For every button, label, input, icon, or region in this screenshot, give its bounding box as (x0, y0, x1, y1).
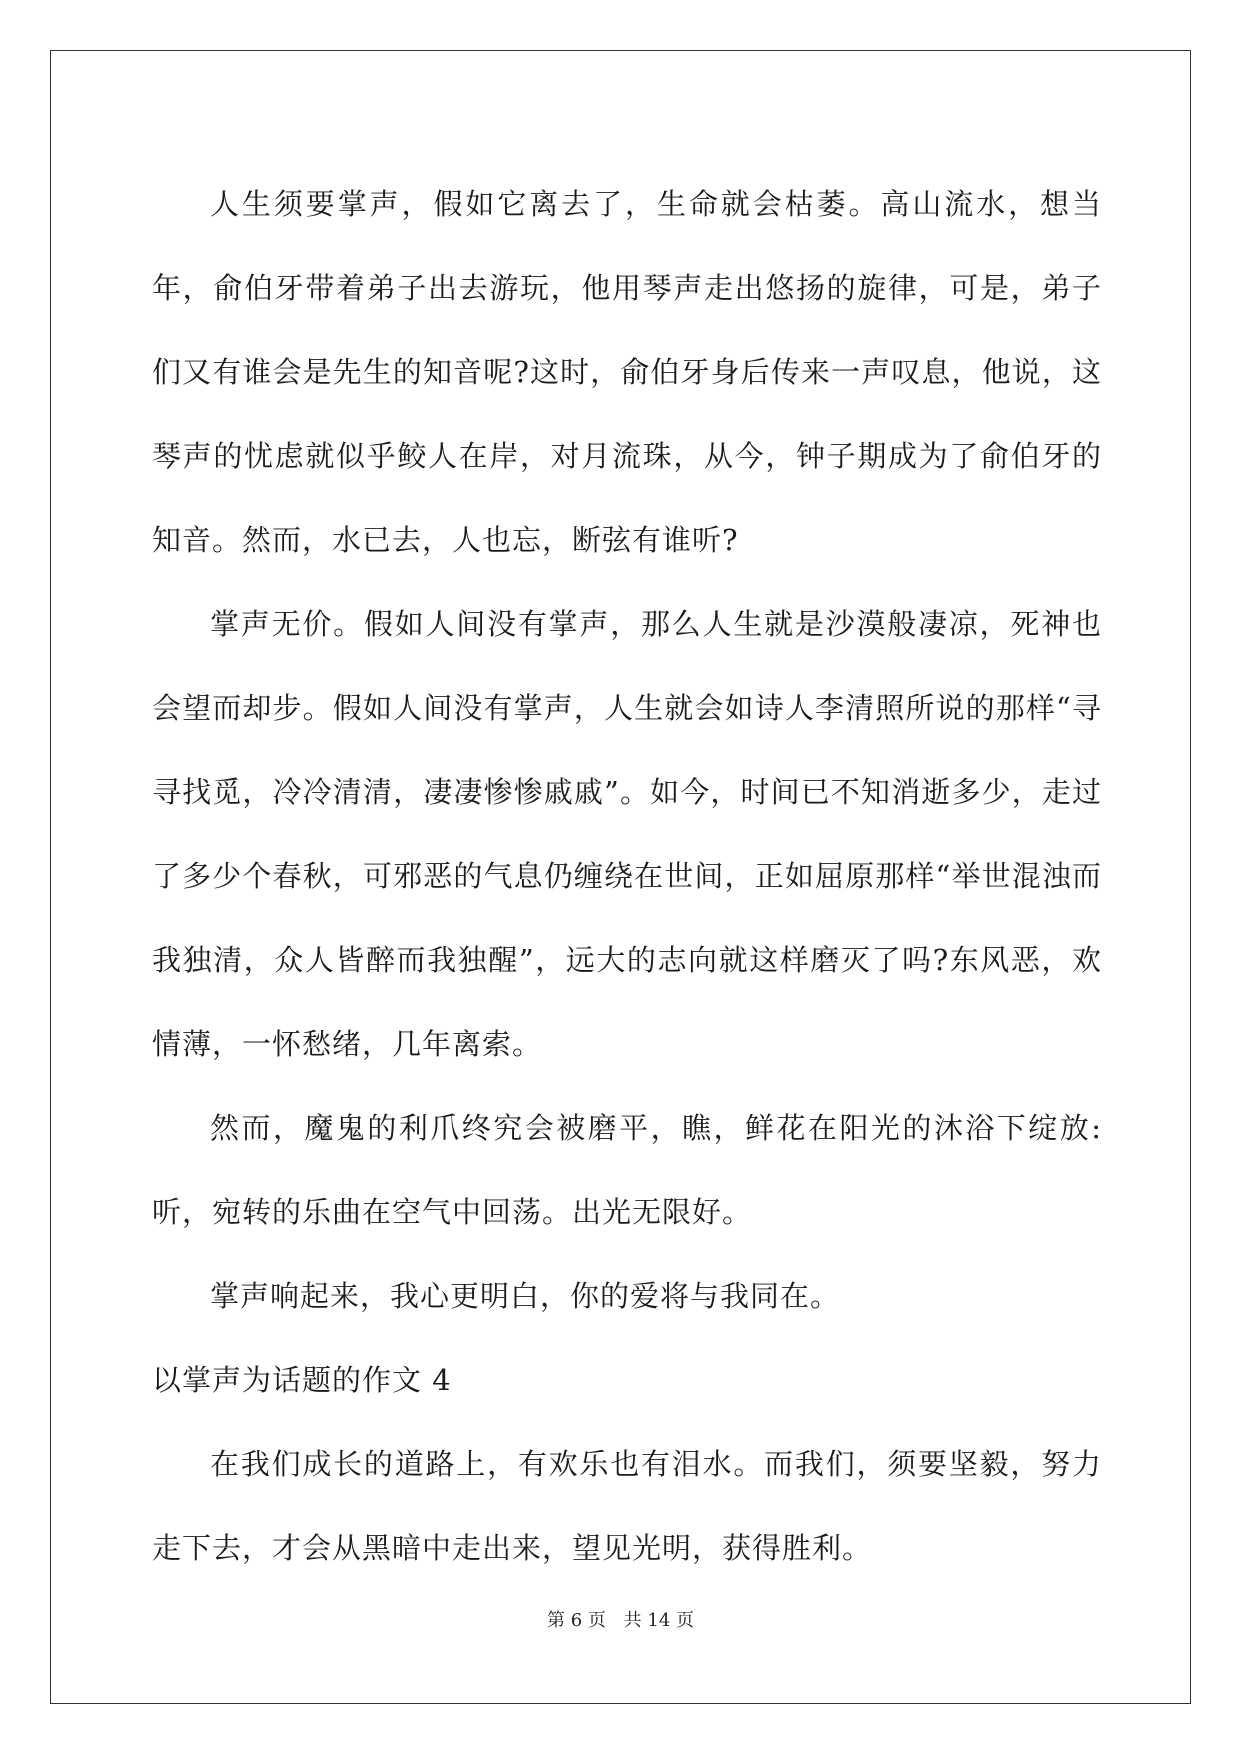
paragraph-4: 掌声响起来，我心更明白，你的爱将与我同在。 (210, 1279, 841, 1313)
paragraph-1: 人生须要掌声，假如它离去了，生命就会枯萎。高山流水，想当年，俞伯牙带着弟子出去游玩，他用琴声走出悠扬的旋律，可是，弟子们又有谁会是先生的知音呢?这时，俞伯牙身后传来一声叹息，他说，这琴声的忧虑就似乎鲛人在岸，对月流珠，从今，钟子期成为了俞伯牙的知音。然而，水已去，人也忘，断弦有谁听? (152, 187, 1102, 557)
paragraph-2: 掌声无价。假如人间没有掌声，那么人生就是沙漠般凄凉，死神也会望而却步。假如人间没有掌声，人生就会如诗人李清照所说的那样“寻寻找觅，冷冷清清，凄凄惨惨戚戚”。如今，时间已不知消逝多少，走过了多少个春秋，可邪恶的气息仍缠绕在世间，正如屈原那样“举世混浊而我独清，众人皆醉而我独醒”，远大的志向就这样磨灭了吗?东风恶，欢情薄，一怀愁绪，几年离索。 (152, 607, 1102, 1061)
document-body (152, 162, 1102, 1590)
paragraph-5: 在我们成长的道路上，有欢乐也有泪水。而我们，须要坚毅，努力走下去，才会从黑暗中走出来，望见光明，获得胜利。 (152, 1447, 1102, 1565)
page-total: 共 14 页 (623, 1610, 694, 1631)
page-number: 第 6 页 (547, 1610, 606, 1631)
section-heading: 以掌声为话题的作文 4 (152, 1363, 452, 1397)
paragraph-3: 然而，魔鬼的利爪终究会被磨平，瞧，鲜花在阳光的沐浴下绽放:听，宛转的乐曲在空气中回荡。出光无限好。 (152, 1111, 1102, 1229)
page-footer (0, 1606, 1241, 1632)
